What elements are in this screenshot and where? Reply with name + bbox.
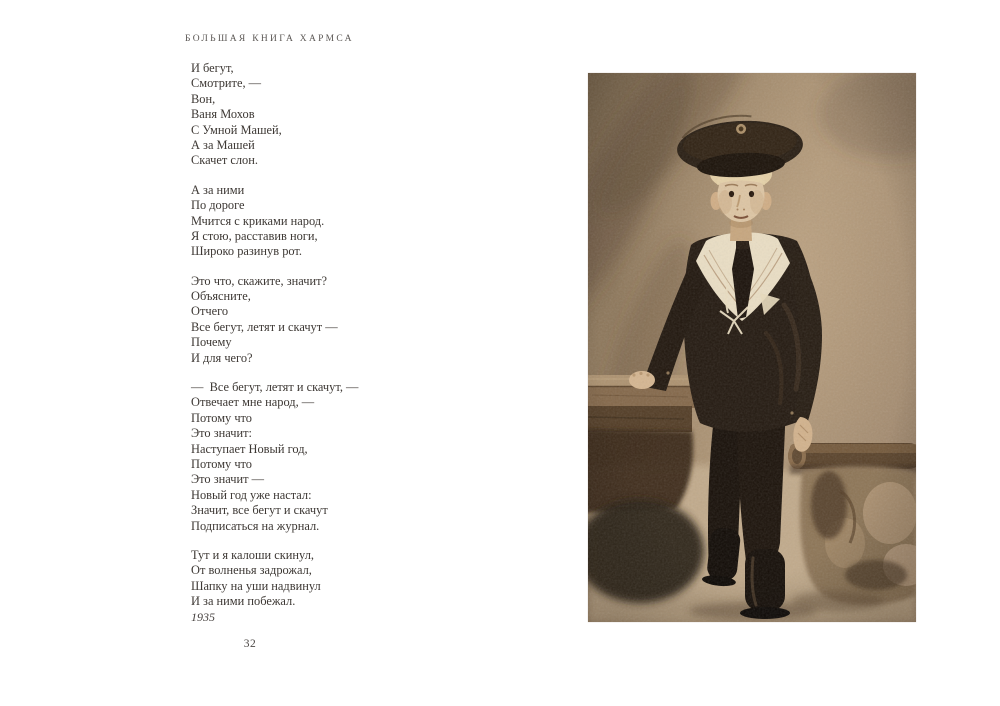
poem-line: Широко разинув рот.	[191, 244, 303, 259]
poem-line: Отвечает мне народ, —	[191, 395, 315, 410]
poem-line: Потому что	[191, 456, 253, 471]
poem-line: По дороге	[191, 198, 245, 213]
poem-line: Шапку на уши надвинул	[191, 578, 321, 593]
poem-line: Значит, все бегут и скачут	[191, 503, 328, 518]
poem-line: Отчего	[191, 304, 229, 319]
stanza-3	[191, 274, 358, 366]
poem-line: Смотрите, —	[191, 76, 262, 91]
stanza-2	[191, 183, 358, 260]
poem-line: Подписаться на журнал.	[191, 518, 320, 533]
poem-line: Мчится с криками народ.	[191, 213, 325, 228]
poem-line: С Умной Машей,	[191, 122, 282, 137]
poem-line: А за Машей	[191, 137, 255, 152]
poem-line: Новый год уже настал:	[191, 487, 312, 502]
poem-line: Я стою, расставив ноги,	[191, 228, 318, 243]
grain-overlay	[588, 73, 916, 622]
poem-line: И для чего?	[191, 350, 253, 365]
poem-line: — Все бегут, летят и скачут, —	[191, 380, 359, 395]
boy-sailor-photograph	[588, 73, 916, 622]
page-number: 32	[243, 638, 257, 650]
poem-year: 1935	[191, 609, 215, 624]
poem-line: Это значит —	[191, 472, 265, 487]
poem-line: Вон,	[191, 91, 216, 106]
poem-line: А за ними	[191, 182, 245, 197]
running-header: БОЛЬШАЯ КНИГА ХАРМСА	[185, 34, 354, 44]
stanza-1	[191, 61, 358, 169]
poem-line: От волненья задрожал,	[191, 563, 312, 578]
poem-line: Это что, скажите, значит?	[191, 273, 328, 288]
poem-line: Объясните,	[191, 289, 251, 304]
poem	[191, 61, 358, 625]
poem-line: И бегут,	[191, 61, 234, 75]
poem-line: Это значит:	[191, 426, 252, 441]
poem-line: Наступает Новый год,	[191, 441, 308, 456]
poem-line: Ваня Мохов	[191, 107, 255, 122]
poem-line: Тут и я калоши скинул,	[191, 547, 314, 562]
poem-line: Почему	[191, 335, 232, 350]
poem-line: Скачет слон.	[191, 153, 258, 168]
stanza-4	[191, 380, 358, 534]
poem-line: И за ними побежал.	[191, 594, 296, 609]
poem-line: Потому что	[191, 410, 253, 425]
photo-illustration	[588, 73, 916, 622]
poem-line: Все бегут, летят и скачут —	[191, 319, 338, 334]
stanza-5	[191, 548, 358, 625]
